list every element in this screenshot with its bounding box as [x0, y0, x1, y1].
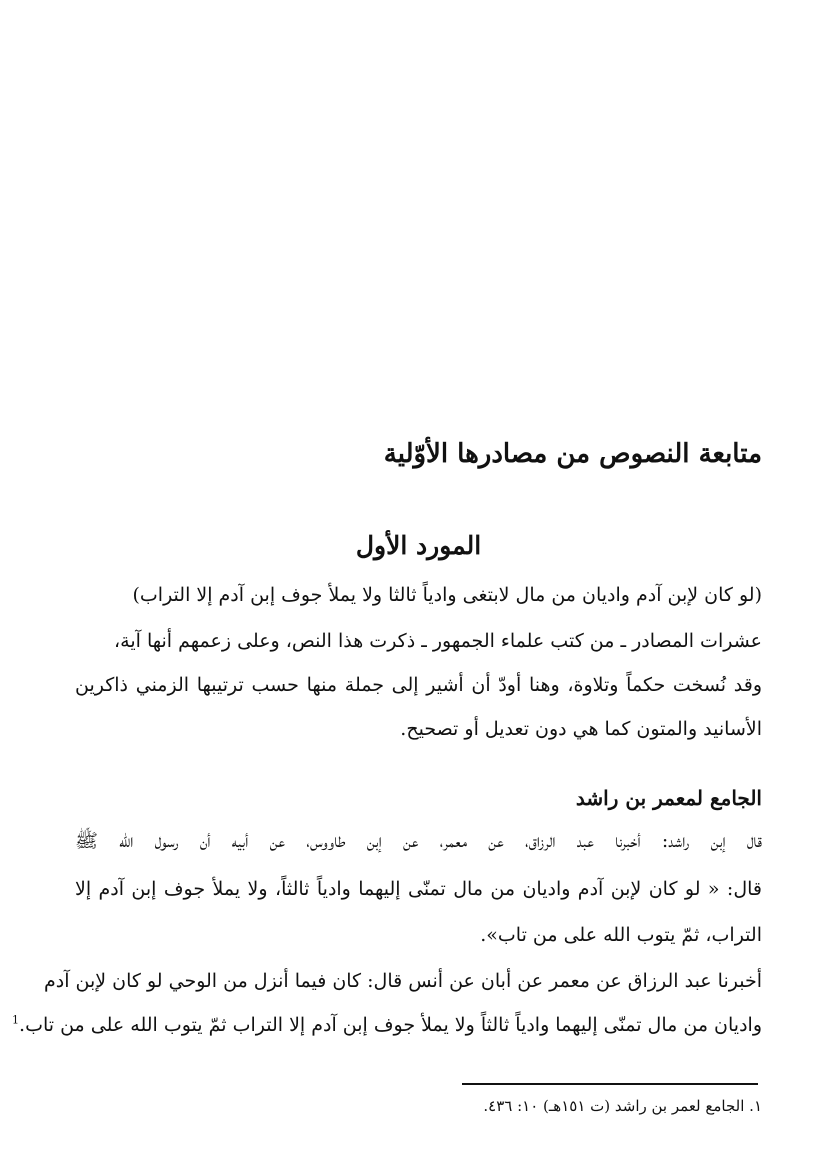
footnote-divider: [462, 1083, 758, 1085]
intro-line-3: الأسانيد والمتون كما هي دون تعديل أو تصحيح.: [400, 718, 762, 740]
footnote-reference[interactable]: 1: [12, 1013, 20, 1027]
narration-1-line-3: التراب، ثمّ يتوب الله على من تاب».: [480, 924, 762, 946]
narration-2-line-2: [12, 1010, 762, 1040]
intro-line-1: عشرات المصادر ـ من كتب علماء الجمهور ـ ذكرت هذا النص، وعلى زعمهم أنها آية،: [114, 630, 762, 652]
section-title: متابعة النصوص من مصادرها الأوّلية: [383, 439, 762, 469]
subheading: المورد الأول: [355, 531, 482, 560]
source-title: الجامع لمعمر بن راشد: [575, 786, 762, 810]
narration-1-line-2: قال: « لو كان لإبن آدم واديان من مال تمنّى إليهما وادياً ثالثاً، ولا يملأ جوف إبن آدم إلا: [75, 878, 762, 900]
footnote: ١. الجامع لعمر بن راشد (ت ١٥١هـ) ١٠: ٤٣٦.: [483, 1097, 762, 1115]
intro-line-2: وقد نُسخت حكماً وتلاوة، وهنا أودّ أن أشير إلى جملة منها حسب ترتيبها الزمني ذاكرين: [75, 674, 762, 696]
narration-2-line-2-text: واديان من مال تمنّى إليهما وادياً ثالثاً ولا يملأ جوف إبن آدم إلا التراب ثمّ يتوب الله على من تاب.: [19, 1014, 762, 1036]
narration-1-line-1: قال إبن راشد: أخبرنا عبد الرزاق، عن معمر، عن إبن طاووس، عن أبيه أن رسول الله ﷺ: [75, 830, 762, 852]
quoted-verse: (لو كان لإبن آدم واديان من مال لابتغى وادياً ثالثا ولا يملأ جوف إبن آدم إلا التراب): [132, 584, 762, 606]
narration-2-line-1: أخبرنا عبد الرزاق عن معمر عن أبان عن أنس قال: كان فيما أنزل من الوحي لو كان لإبن آدم: [43, 970, 762, 992]
